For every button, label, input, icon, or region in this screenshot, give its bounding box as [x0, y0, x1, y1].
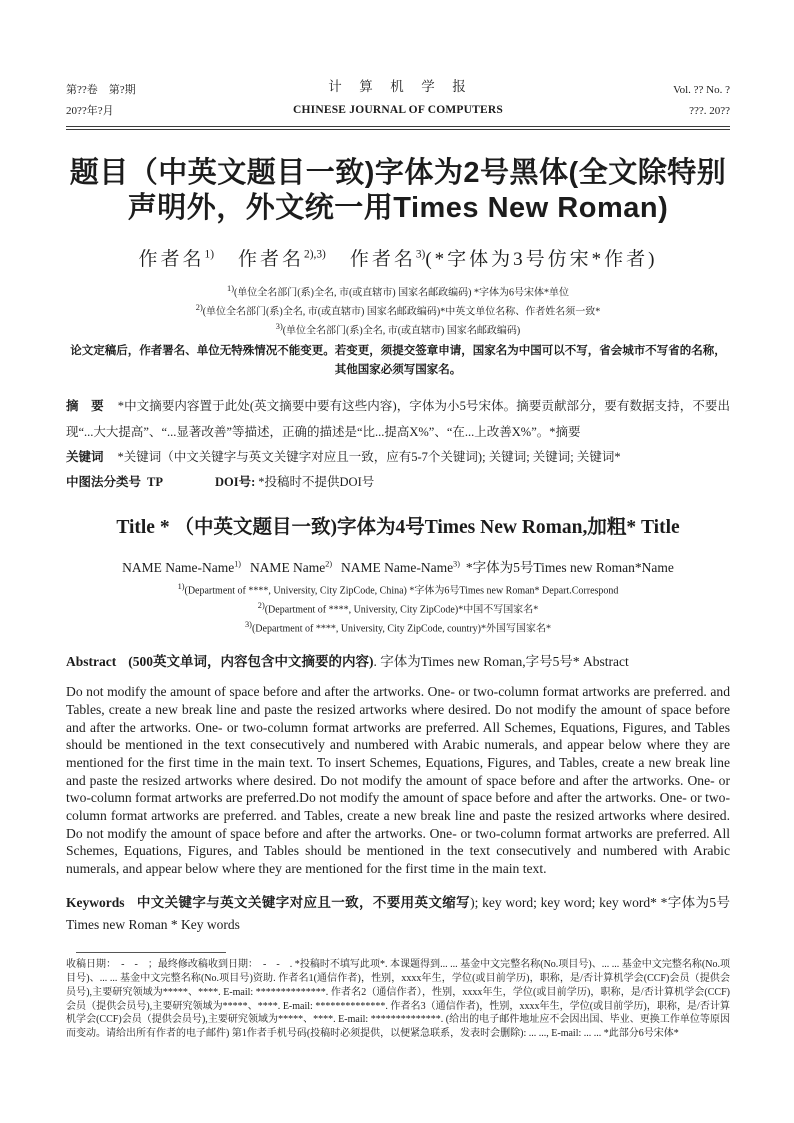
issue-date-en: ???. 20?? [689, 104, 730, 117]
paper-title-en: Title * （中英文题目一致)字体为4号Times New Roman,加粗* Title [116, 517, 680, 539]
author-cn-3-name: 作者名 [349, 249, 416, 271]
affiliation-en-1 [66, 580, 730, 599]
keywords-cn-label: 关键词 [66, 449, 104, 464]
author-en-1-superscript: 1) [234, 559, 241, 569]
paper-title-cn: 题目（中英文题目一致)字体为2号黑体(全文除特别声明外，外文统一用Times New Roman) [69, 157, 727, 225]
issue-date-cn: 20??年?月 [66, 104, 114, 117]
author-line-cn [66, 244, 730, 271]
affiliation-en-3-superscript: 3) [245, 619, 252, 629]
affiliation-cn-1-text: (单位全名部门(系)全名, 市(或直辖市) 国家名邮政编码) *字体为6号宋体*单位 [233, 287, 569, 299]
author-en-3-superscript: 3) [453, 559, 460, 569]
author-cn-2-superscript: 2),3) [304, 248, 326, 261]
affiliation-cn-1 [66, 282, 730, 301]
author-en-2-superscript: 2) [325, 559, 333, 569]
author-en-3 [341, 560, 460, 575]
author-line-en [66, 556, 730, 576]
keywords-en [66, 892, 730, 936]
running-head-left [66, 80, 196, 122]
author-cn-2 [238, 249, 326, 270]
affiliation-cn-2 [66, 301, 730, 320]
clc-value: TP [147, 475, 163, 490]
affiliation-cn-1-superscript: 1) [227, 284, 234, 294]
affiliation-en-2-superscript: 2) [257, 600, 265, 610]
journal-name-cn: 计 算 机 学 报 [328, 79, 468, 94]
keywords-cn [66, 445, 730, 470]
keywords-en-text: ); key word; key word; key word* *字体为5号Times new Roman * Key words [66, 894, 731, 932]
abstract-en [66, 652, 730, 672]
doi-value: *投稿时不提供DOI号 [258, 475, 375, 490]
author-change-policy-note: 论文定稿后，作者署名、单位无特殊情况不能变更。若变更，须提交签章申请，国家名为中国可以不写，省会城市不写省的名称，其他国家必须写国家名。 [70, 345, 726, 377]
header-divider-rule [66, 126, 730, 130]
affiliation-en-1-text: (Department of ****, University, City ZipCode, China) *字体为6号Times new Roman* Depart.Correspond [184, 585, 619, 597]
affiliation-cn-2-text: (单位全名部门(系)全名, 市(或直辖市) 国家名邮政编码)*中英文单位名称、作者姓名须一致* [202, 306, 601, 318]
journal-name-en: CHINESE JOURNAL OF COMPUTERS [293, 103, 503, 116]
affiliation-cn-3 [66, 320, 730, 339]
running-head-right [600, 80, 730, 122]
abstract-cn-label: 摘 要 [66, 399, 104, 414]
author-cn-2-name: 作者名 [238, 249, 305, 271]
author-en-2 [250, 560, 332, 575]
author-en-2-name: NAME Name [249, 559, 326, 575]
author-en-3-name: NAME Name-Name [341, 559, 454, 575]
keywords-cn-text: *关键词（中文关键字与英文关键字对应且一致，应有5-7个关键词); 关键词; 关键词; 关键词* [117, 449, 621, 464]
keywords-en-bold-text: 中文关键字与英文关键字对应且一致，不要用英文缩写 [136, 894, 471, 910]
author-en-1 [122, 560, 241, 575]
abstract-body-text: Do not modify the amount of space before and after the artworks. One- or two-column format artworks are preferred. and Tables, create a new break line and paste the resized artworks where desired. Do not modify the amount of space before and after the artworks. One- or two-column format artworks are preferred. All Schemes, Equations, Figures, and Tables should be mentioned in the text consecutively and numbered with Arabic numerals, and appear below where they are mentioned for the first time in the main text. To insert Schemes, Equations, Figures, and Tables, create a new break line and paste the resized artworks where desired. Do not modify the amount of space before and after the artworks. One- or two-column format artworks are preferred.Do not modify the amount of space before and after the artworks. One- or two-column format artworks are preferred. and Tables, create a new break line and paste the resized artworks where desired. Do not modify the amount of space before and after the artworks. One- or two-column format artworks are preferred. All Schemes, Equations, Figures, and Tables should be mentioned in the text consecutively and numbered with Arabic numerals, and appear below where they are mentioned for the first time in the main text. [66, 684, 730, 877]
abstract-en-label: Abstract [66, 654, 117, 670]
author-font-note-en: *字体为5号Times new Roman*Name [465, 559, 674, 575]
clc-doi-line [66, 470, 730, 495]
affiliation-en-2 [66, 599, 730, 618]
running-head-center [196, 74, 600, 121]
affiliation-en-3-text: (Department of ****, University, City ZipCode, country)*外国写国家名* [251, 623, 551, 635]
author-cn-1 [138, 249, 214, 270]
clc-label: 中图法分类号 [66, 475, 142, 490]
keywords-en-label: Keywords [66, 894, 125, 910]
affiliation-en-3 [66, 618, 730, 637]
author-cn-3-superscript: 3) [415, 248, 426, 261]
affiliation-en-2-text: (Department of ****, University, City ZipCode)*中国不写国家名* [264, 604, 539, 616]
affiliation-cn-3-superscript: 3) [275, 322, 283, 332]
author-cn-3 [350, 249, 426, 270]
abstract-cn-text: *中文摘要内容置于此处(英文摘要中要有这些内容)，字体为小5号宋体。摘要贡献部分，要有数据支持，不要出现“...大大提高”、“...显著改善”等描述，正确的描述是“比...提高X%”、“在...上改善X%”。*摘要 [66, 399, 730, 439]
running-head [66, 74, 730, 121]
affiliation-cn-2-superscript: 2) [195, 303, 203, 313]
abstract-en-bold-text: (500英文单词，内容包含中文摘要的内容) [128, 654, 374, 670]
affiliation-en-1-superscript: 1) [177, 581, 185, 591]
footnote-text: 收稿日期： - - ；最终修改稿收到日期： - - . *投稿时不填写此项*. 本课题得到... ... 基金中文完整名称(No.项目号)、... ... 基金中文完整名称(No.项目号)、... ... 基金中文完整名称(No.项目号)资助. 作者名1(通信作者)，性别，xxxx年生，学位(或目前学历)，职称，是/否计算机学会(CCF)会员（提供会员号),主要研究领域为*****、****. E-mail: **************. 作者名2（通信作者），性别，xxxx年生，学位(或目前学历)，职称，是/否计算机学会(CCF)会员（提供会员号),主要研究领域为*****、****. E-mail: **************. 作者名3（通信作者)，性别，xxxx年生，学位(或目前学历)，职称，是/否计算机学会(CCF)会员（提供会员号),主要研究领域为*****、****. E-mail: **************. (给出的电子邮件地址应不会因出国、毕业、更换工作单位等原因而变动。请给出所有作者的电子邮件) 第1作者手机号码(投稿时必须提供，以便紧急联系，发表时会删除): ... ..., E-mail: ... ... *此部分6号宋体* [66, 959, 730, 1039]
affiliations-cn [66, 282, 730, 339]
volume-issue-cn: 第??卷 第?期 [66, 83, 136, 96]
author-cn-1-name: 作者名 [138, 249, 205, 271]
abstract-en-text: . 字体为Times new Roman,字号5号* Abstract [373, 654, 629, 670]
author-en-1-name: NAME Name-Name [122, 559, 235, 575]
author-cn-1-superscript: 1) [204, 248, 214, 261]
author-font-note-cn: (*字体为3号仿宋*作者) [425, 249, 658, 271]
doi-label: DOI号: [215, 475, 256, 490]
abstract-cn [66, 394, 730, 445]
footnote-separator-rule [76, 952, 226, 953]
volume-issue-en: Vol. ?? No. ? [673, 83, 730, 96]
affiliation-cn-3-text: (单位全名部门(系)全名, 市(或直辖市) 国家名邮政编码) [282, 325, 521, 337]
affiliations-en [66, 580, 730, 637]
